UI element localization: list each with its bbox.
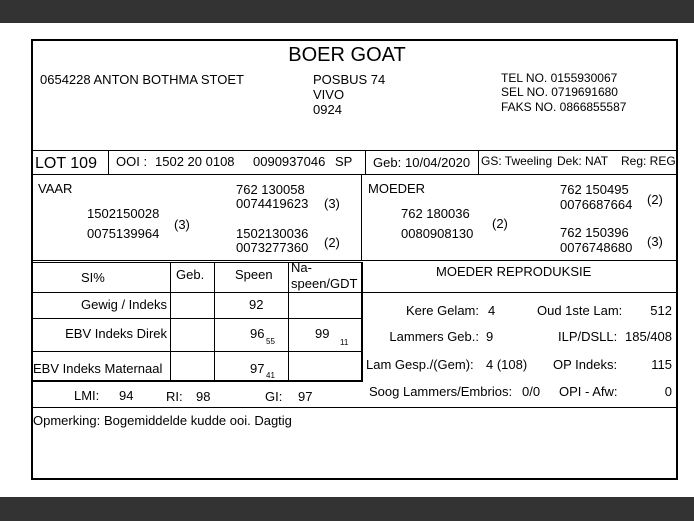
geb-label: Geb: bbox=[373, 155, 402, 170]
oud-lam-label: Oud 1ste Lam: bbox=[537, 303, 623, 318]
dek-value: Dek: NAT bbox=[557, 154, 609, 168]
vaar-dam-count: (2) bbox=[324, 235, 340, 250]
lot-number: LOT 109 bbox=[35, 155, 97, 172]
moeder-dam-count: (3) bbox=[647, 234, 663, 249]
ebv-direk-naspeen: 99 bbox=[315, 326, 330, 341]
divider bbox=[361, 174, 362, 261]
breeder-line: 0654228 ANTON BOTHMA STOET bbox=[40, 72, 244, 87]
naspeen-header-line-1: Na- bbox=[291, 260, 312, 275]
divider bbox=[31, 351, 363, 352]
row-label-ebv-direk: EBV Indeks Direk bbox=[65, 326, 167, 341]
opi-label: OPI - Afw: bbox=[559, 384, 618, 399]
lmi-value: 94 bbox=[119, 388, 134, 403]
op-indeks-label: OP Indeks: bbox=[553, 357, 618, 372]
row-label-gewig: Gewig / Indeks bbox=[81, 297, 167, 312]
divider bbox=[31, 380, 363, 382]
gi-label: GI: bbox=[265, 389, 283, 404]
moeder-reg: 0080908130 bbox=[401, 226, 474, 241]
vaar-count: (3) bbox=[174, 217, 190, 232]
divider bbox=[478, 150, 479, 174]
divider bbox=[363, 292, 678, 293]
ilp-label: ILP/DSLL: bbox=[558, 329, 618, 344]
op-indeks-value: 115 bbox=[651, 357, 672, 372]
ebv-direk-naspeen-accuracy: 11 bbox=[340, 338, 349, 347]
divider bbox=[31, 174, 678, 175]
moeder-dam-id: 762 150396 bbox=[560, 225, 629, 240]
ebv-maternaal-speen-accuracy: 41 bbox=[266, 371, 275, 380]
divider bbox=[108, 150, 109, 174]
birth-date: 10/04/2020 bbox=[405, 155, 471, 170]
remark-label: Opmerking: bbox=[33, 413, 101, 428]
lam-gesp-label: Lam Gesp./(Gem): bbox=[366, 357, 474, 372]
ebv-maternaal-speen: 97 bbox=[250, 361, 265, 376]
vaar-sire-reg: 0074419623 bbox=[236, 196, 309, 211]
moeder-sire-count: (2) bbox=[647, 192, 663, 207]
ebv-direk-speen-accuracy: 55 bbox=[266, 337, 275, 346]
lammers-geb-value: 9 bbox=[486, 329, 494, 344]
ooi-label: OOI : bbox=[116, 154, 148, 169]
opi-value: 0 bbox=[664, 384, 672, 399]
divider bbox=[31, 150, 678, 151]
divider bbox=[31, 318, 363, 319]
moeder-sire-reg: 0076687664 bbox=[560, 197, 633, 212]
divider bbox=[214, 262, 215, 380]
moeder-label: MOEDER bbox=[368, 181, 426, 196]
gi-value: 97 bbox=[298, 389, 313, 404]
soog-label: Soog Lammers/Embrios: bbox=[369, 384, 513, 399]
vaar-label: VAAR bbox=[38, 181, 73, 196]
sp-code: SP bbox=[335, 154, 353, 169]
divider bbox=[170, 262, 171, 380]
sel-number: SEL NO. 0719691680 bbox=[501, 85, 618, 99]
divider bbox=[365, 150, 366, 174]
address-line-1: POSBUS 74 bbox=[313, 72, 386, 87]
lam-gesp-value: 4 (108) bbox=[486, 357, 528, 372]
remark-text: Bogemiddelde kudde ooi. Dagtig bbox=[104, 413, 292, 428]
bottom-band bbox=[0, 497, 694, 521]
soog-value: 0/0 bbox=[522, 384, 541, 399]
si-header: SI% bbox=[81, 270, 105, 285]
vaar-dam-reg: 0073277360 bbox=[236, 240, 309, 255]
divider bbox=[31, 260, 678, 261]
row-label-ebv-maternaal: EBV Indeks Maternaal bbox=[33, 361, 163, 376]
ebv-direk-speen: 96 bbox=[250, 326, 265, 341]
kere-gelam-value: 4 bbox=[488, 303, 496, 318]
ri-value: 98 bbox=[196, 389, 211, 404]
moeder-dam-reg: 0076748680 bbox=[560, 240, 633, 255]
moeder-id: 762 180036 bbox=[401, 206, 470, 221]
divider bbox=[31, 262, 363, 263]
ooi-id: 1502 20 0108 bbox=[155, 154, 235, 169]
ilp-value: 185/408 bbox=[625, 329, 672, 344]
oud-lam-value: 512 bbox=[650, 303, 672, 318]
address-line-3: 0924 bbox=[313, 102, 342, 117]
gs-value: GS: Tweeling bbox=[481, 154, 553, 168]
divider bbox=[31, 407, 678, 408]
kere-gelam-label: Kere Gelam: bbox=[406, 303, 479, 318]
reg-value: Reg: REG bbox=[621, 154, 676, 168]
divider bbox=[361, 262, 363, 380]
page-title: BOER GOAT bbox=[288, 44, 406, 66]
top-band bbox=[0, 0, 694, 23]
ooi-reg-number: 0090937046 bbox=[253, 154, 326, 169]
gewig-speen: 92 bbox=[249, 297, 264, 312]
vaar-dam-id: 1502130036 bbox=[236, 226, 309, 241]
address-line-2: VIVO bbox=[313, 87, 345, 102]
moeder-sire-id: 762 150495 bbox=[560, 182, 629, 197]
ri-label: RI: bbox=[166, 389, 183, 404]
tel-number: TEL NO. 0155930067 bbox=[501, 71, 618, 85]
lammers-geb-label: Lammers Geb.: bbox=[389, 329, 479, 344]
divider bbox=[31, 292, 363, 293]
geb-header: Geb. bbox=[176, 267, 205, 282]
vaar-sire-count: (3) bbox=[324, 196, 340, 211]
faks-number: FAKS NO. 0866855587 bbox=[501, 100, 627, 114]
speen-header: Speen bbox=[235, 267, 273, 282]
vaar-reg: 0075139964 bbox=[87, 226, 160, 241]
moeder-count: (2) bbox=[492, 216, 508, 231]
naspeen-header-line-2: speen/GDT bbox=[291, 276, 358, 291]
reproduction-title: MOEDER REPRODUKSIE bbox=[436, 264, 592, 279]
divider bbox=[288, 262, 289, 380]
lmi-label: LMI: bbox=[74, 388, 100, 403]
vaar-sire-id: 762 130058 bbox=[236, 182, 305, 197]
vaar-id: 1502150028 bbox=[87, 206, 160, 221]
